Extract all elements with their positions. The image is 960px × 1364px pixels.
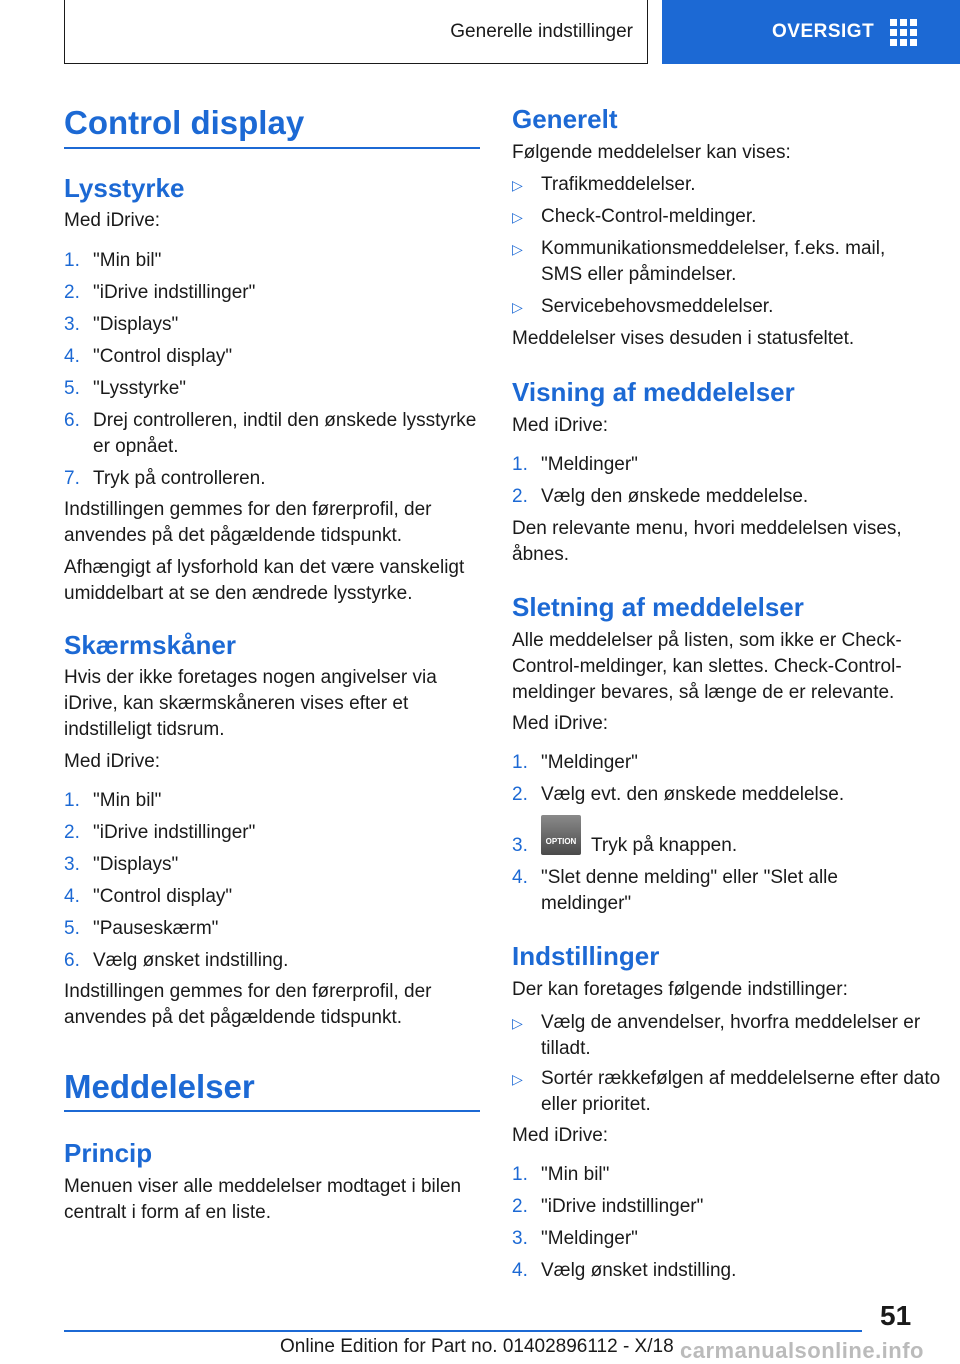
triangle-bullet-icon: ▷ xyxy=(512,241,523,257)
chapter-title-messages: Meddelelser xyxy=(64,1068,255,1105)
triangle-bullet-icon: ▷ xyxy=(512,1071,523,1087)
list-item: 2. "iDrive indstillinger" xyxy=(64,822,256,843)
section-title: Generelle indstillinger xyxy=(450,20,633,42)
list-item: ▷ Kommunikationsmeddelelser, f.eks. mail, SMS eller påmindelser. xyxy=(512,238,886,285)
list-item: 2. "iDrive indstillinger" xyxy=(64,282,256,303)
list-item: 1. "Min bil" xyxy=(64,790,162,811)
title-rule xyxy=(64,1110,480,1112)
heading-principle: Princip xyxy=(64,1138,153,1168)
delete-intro: Med iDrive: xyxy=(512,713,609,734)
screensaver-intro: Med iDrive: xyxy=(64,751,161,772)
list-item: ▷ Servicebehovsmeddelelser. xyxy=(512,294,953,320)
grid-icon xyxy=(890,19,917,46)
triangle-bullet-icon: ▷ xyxy=(512,1015,523,1031)
list-item: 3. "Displays" xyxy=(64,314,179,335)
list-item: 3. "Meldinger" xyxy=(512,1228,638,1249)
settings-intro: Der kan foretages følgende indstillinger: xyxy=(512,979,848,1000)
list-item: 2. "iDrive indstillinger" xyxy=(512,1196,704,1217)
display-intro: Med iDrive: xyxy=(512,415,609,436)
triangle-bullet-icon: ▷ xyxy=(512,209,523,225)
page-number: 51 xyxy=(880,1300,912,1331)
list-item: 4. "Slet denne melding" eller "Slet alle meldinger" xyxy=(512,867,838,914)
heading-settings: Indstillinger xyxy=(512,941,660,971)
section-tab xyxy=(64,0,648,64)
list-item: 3. OPTION Tryk på knappen. xyxy=(512,833,953,859)
settings-intro2: Med iDrive: xyxy=(512,1125,609,1146)
list-item: 1. "Min bil" xyxy=(512,1164,610,1185)
list-item: 7. Tryk på controlleren. xyxy=(64,468,266,489)
list-item: ▷ Trafikmeddelelser. xyxy=(512,172,953,198)
list-item: ▷ Sortér rækkefølgen af meddelelserne efter dato eller prioritet. xyxy=(512,1068,941,1115)
option-button-icon: OPTION xyxy=(541,815,581,855)
screensaver-note: Indstillingen gemmes for den førerprofil, der anvendes på det pågældende tidspunkt. xyxy=(64,981,432,1028)
edition-text: Online Edition for Part no. 01402896112 - X/18 xyxy=(280,1336,674,1357)
brightness-note: Afhængigt af lysforhold kan det være vanskeligt umiddelbart at se den ændrede lysstyrke. xyxy=(64,557,465,604)
brightness-intro: Med iDrive: xyxy=(64,210,161,231)
screensaver-desc: Hvis der ikke foretages nogen angivelser via iDrive, kan skærmskåneren vises efter et indstilleligt tidsrum. xyxy=(64,667,437,740)
heading-general: Generelt xyxy=(512,104,618,134)
list-item: 1. "Meldinger" xyxy=(512,454,638,475)
list-item: 1. "Min bil" xyxy=(64,250,162,271)
overview-label: OVERSIGT xyxy=(772,21,875,42)
overview-button[interactable] xyxy=(662,0,960,64)
principle-text: Menuen viser alle meddelelser modtaget i bilen centralt i form af en liste. xyxy=(64,1176,462,1223)
list-item: 1. "Meldinger" xyxy=(512,752,638,773)
list-item: ▷ Vælg de anvendelser, hvorfra meddelelser er tilladt. xyxy=(512,1012,921,1059)
display-note: Den relevante menu, hvori meddelelsen vises, åbnes. xyxy=(512,518,902,565)
heading-brightness: Lysstyrke xyxy=(64,173,185,203)
general-intro: Følgende meddelelser kan vises: xyxy=(512,142,791,163)
heading-screensaver: Skærmskåner xyxy=(64,630,236,660)
general-note: Meddelelser vises desuden i statusfeltet. xyxy=(512,328,855,349)
list-item: 4. "Control display" xyxy=(64,346,233,367)
footer-rule xyxy=(64,1330,862,1332)
list-item: 5. "Pauseskærm" xyxy=(64,918,219,939)
watermark: carmanualsonline.info xyxy=(680,1338,924,1363)
triangle-bullet-icon: ▷ xyxy=(512,177,523,193)
list-item: 2. Vælg evt. den ønskede meddelelse. xyxy=(512,784,845,805)
title-rule xyxy=(64,147,480,149)
list-item: ▷ Check-Control-meldinger. xyxy=(512,204,953,230)
list-item: 2. Vælg den ønskede meddelelse. xyxy=(512,486,809,507)
triangle-bullet-icon: ▷ xyxy=(512,299,523,315)
heading-delete-messages: Sletning af meddelelser xyxy=(512,592,804,622)
list-item: 6. Vælg ønsket indstilling. xyxy=(64,950,289,971)
list-item: 6. Drej controlleren, indtil den ønskede lysstyrke er opnået. xyxy=(64,410,477,457)
list-item: 4. "Control display" xyxy=(64,886,233,907)
list-item: 5. "Lysstyrke" xyxy=(64,378,187,399)
chapter-title-control-display: Control display xyxy=(64,104,305,141)
brightness-note: Indstillingen gemmes for den førerprofil, der anvendes på det pågældende tidspunkt. xyxy=(64,499,432,546)
delete-desc: Alle meddelelser på listen, som ikke er Check-Control-meldinger, kan slettes. Check-Control-meldinger bevares, så længe de er relevante. xyxy=(512,630,902,703)
list-item: 4. Vælg ønsket indstilling. xyxy=(512,1260,737,1281)
heading-display-messages: Visning af meddelelser xyxy=(512,377,795,407)
list-item: 3. "Displays" xyxy=(64,854,179,875)
